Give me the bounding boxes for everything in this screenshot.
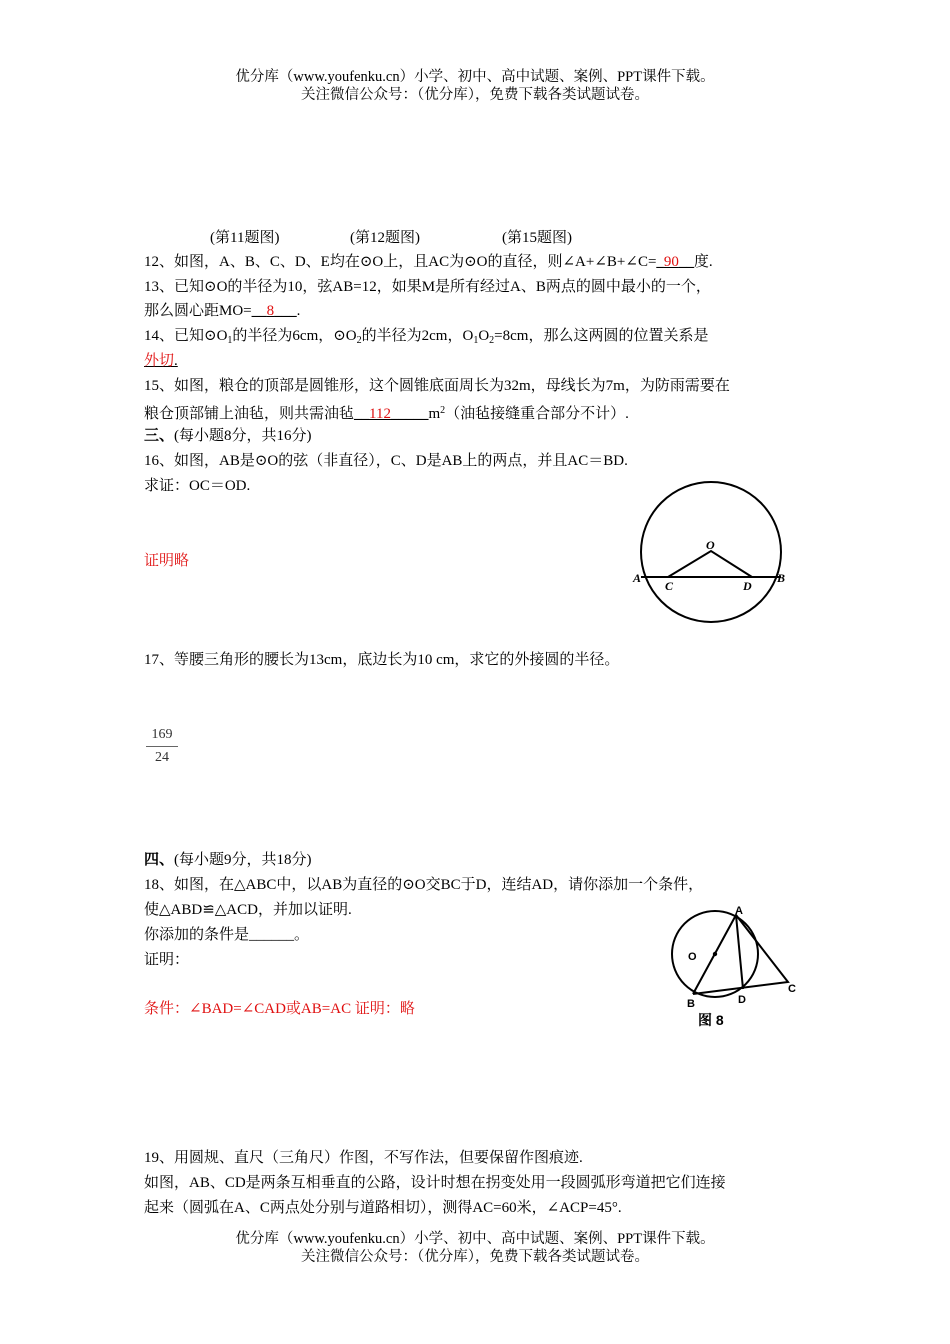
q13-answer: 8 [266, 303, 275, 319]
page-header-line1: 优分库（www.youfenku.cn）小学、初中、高中试题、案例、PPT课件下载。 [235, 69, 715, 85]
question-13-line1: 13、已知⊙O的半径为10，弦AB=12，如果M是所有经过A、B两点的圆中最小的一个， [144, 279, 711, 295]
q13-prefix: 那么圆心距MO= [144, 303, 252, 319]
q16-label-d: D [743, 579, 752, 593]
q12-blank-post: __ [678, 254, 694, 270]
question-14-line1 [144, 326, 708, 351]
question-17: 17、等腰三角形的腰长为13cm，底边长为10 cm，求它的外接圆的半径。 [144, 652, 620, 668]
q14-part-e: =8cm，那么这两圆的位置关系是 [494, 328, 709, 344]
question-13-line2 [144, 301, 300, 321]
q15-prefix: 粮仓顶部铺上油毡，则共需油毡 [144, 406, 355, 422]
question-19-line3: 起来（圆弧在A、C两点处分别与道路相切），测得AC=60米，∠ACP=45°. [144, 1200, 622, 1216]
section-3-text: (每小题8分，共16分) [174, 428, 312, 444]
q14-sub1: 1 [227, 335, 233, 346]
caption-fig12: (第12题图) [350, 230, 420, 246]
question-18-line1: 18、如图，在△ABC中，以AB为直径的⊙O交BC于D，连结AD，请你添加一个条件， [144, 877, 704, 893]
q13-blank-left: __ [251, 303, 267, 319]
section-3-heading [144, 426, 312, 446]
q18-center-dot [713, 952, 717, 956]
page-header-line2: 关注微信公众号：（优分库），免费下载各类试题试卷。 [301, 87, 649, 103]
q16-answer: 证明略 [144, 553, 190, 569]
question-15-line1: 15、如图，粮仓的顶部是圆锥形，这个圆锥底面周长为32m，母线长为7m，为防雨需要在 [144, 378, 730, 394]
q15-unit: m [428, 406, 441, 422]
q18-label-d: D [738, 994, 746, 1006]
q14-answer: 外切 [144, 353, 175, 369]
q14-part-b: 的半径为6cm，⊙O [232, 328, 357, 344]
q18-label-c: C [788, 983, 796, 995]
section-4-heading [144, 850, 312, 870]
q18-segment-ad [736, 915, 743, 989]
q12-answer: 90 [663, 254, 679, 270]
q16-label-c: C [665, 579, 674, 593]
q18-figure-caption: 图 8 [698, 1012, 724, 1028]
q12-tail: 度. [693, 254, 713, 270]
q18-label-o: O [688, 951, 697, 963]
question-14-line2 [144, 351, 178, 371]
q16-label-b: B [777, 571, 786, 585]
q13-blank-right: ___ [274, 303, 297, 319]
caption-fig15: (第15题图) [502, 230, 572, 246]
q18-figure [660, 902, 810, 1032]
q14-sub2: 2 [356, 335, 362, 346]
question-18-line3 [144, 925, 309, 945]
q16-label-o: O [706, 538, 715, 552]
q12-blank-pre: _ [656, 254, 664, 270]
question-15-line2 [144, 401, 629, 424]
section-3-number: 三、 [144, 428, 175, 444]
caption-fig11: (第11题图) [210, 230, 280, 246]
q13-tail: . [296, 303, 301, 319]
q15-tail: （油毡接缝重合部分不计）. [445, 406, 629, 422]
q14-sub3: 1 [473, 335, 479, 346]
page-footer-line2: 关注微信公众号：（优分库），免费下载各类试题试卷。 [301, 1249, 649, 1265]
q15-blank-right: _____ [390, 406, 429, 422]
question-18-line4: 证明： [144, 952, 190, 968]
section-4-text: (每小题9分，共18分) [174, 852, 312, 868]
q18-prefix: 你添加的条件是 [144, 927, 250, 943]
question-19-line2: 如图，AB、CD是两条互相垂直的公路，设计时想在拐变处用一段圆弧形弯道把它们连接 [144, 1175, 726, 1191]
q16-figure [628, 478, 798, 628]
question-16-line2: 求证：OC＝OD. [144, 478, 251, 494]
q14-part-c: 的半径为2cm，O [361, 328, 474, 344]
q15-answer: 112 [369, 406, 391, 422]
page-footer-line1: 优分库（www.youfenku.cn）小学、初中、高中试题、案例、PPT课件下载。 [235, 1231, 715, 1247]
question-19-line1: 19、用圆规、直尺（三角尺）作图，不写作法，但要保留作图痕迹. [144, 1150, 583, 1166]
q14-tail: . [174, 353, 178, 369]
q18-answer: 条件：∠BAD=∠CAD或AB=AC 证明：略 [144, 1001, 415, 1017]
q16-label-a: A [633, 571, 642, 585]
question-12 [144, 252, 713, 272]
q16-triangle-ocd [668, 551, 752, 577]
q14-part-a: 14、已知⊙O [144, 328, 228, 344]
q18-blank: ______ [249, 927, 295, 943]
question-16-line1: 16、如图，AB是⊙O的弦（非直径），C、D是AB上的两点，并且AC＝BD. [144, 453, 628, 469]
q18-label-a: A [735, 905, 743, 917]
q15-unit-sup: 2 [440, 405, 446, 416]
q15-blank-left: __ [354, 406, 370, 422]
q14-part-d: O [478, 328, 490, 344]
q17-numerator: 169 [151, 727, 173, 742]
q17-answer-fraction [146, 726, 178, 767]
fraction-bar [146, 746, 178, 747]
question-18-line2: 使△ABD≌△ACD，并加以证明. [144, 902, 352, 918]
section-4-number: 四、 [144, 852, 175, 868]
q18-label-b: B [687, 998, 695, 1010]
q14-sub4: 2 [489, 335, 495, 346]
q17-denominator: 24 [155, 750, 169, 765]
q18-tail: 。 [294, 927, 310, 943]
q12-text: 12、如图，A、B、C、D、E均在⊙O上，且AC为⊙O的直径，则∠A+∠B+∠C= [144, 254, 657, 270]
